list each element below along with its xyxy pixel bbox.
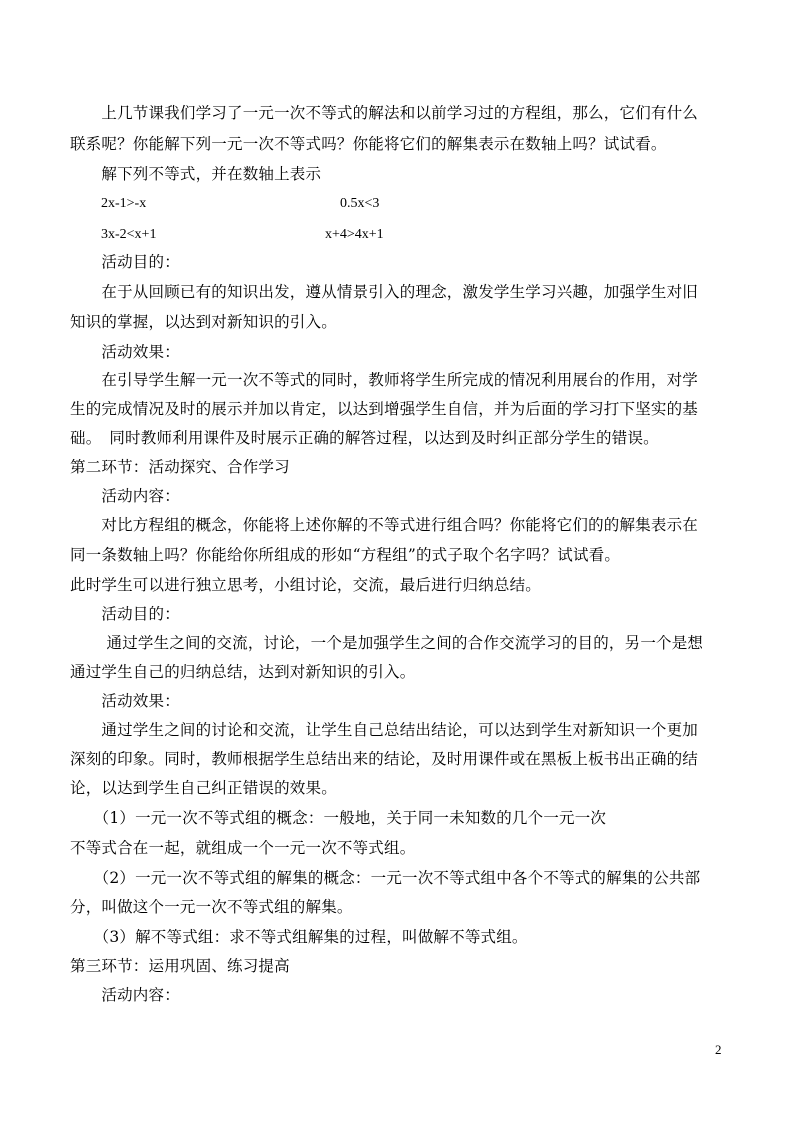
definition-line: （2）一元一次不等式组的解集的概念：一元一次不等式组中各个不等式的解集的公共部: [70, 869, 701, 887]
paragraph-line: 在于从回顾已有的知识出发，遵从情景引入的理念，激发学生学习兴趣，加强学生对旧: [70, 283, 699, 301]
paragraph-line: 对比方程组的概念，你能将上述你解的不等式进行组合吗？你能将它们的的解集表示在: [70, 516, 699, 534]
inequality-formula: x+4>4x+1: [325, 227, 384, 242]
paragraph-line: 在引导学生解一元一次不等式的同时，教师将学生所完成的情况利用展台的作用，对学: [70, 371, 699, 389]
section-label: 活动内容：: [70, 986, 180, 1004]
paragraph-line: 知识的掌握，以达到对新知识的引入。: [70, 313, 337, 331]
section-label: 活动效果：: [70, 692, 180, 710]
definition-line: （1）一元一次不等式组的概念：一般地，关于同一未知数的几个一元一次: [70, 809, 607, 827]
paragraph-line: 通过学生之间的交流，讨论，一个是加强学生之间的合作交流学习的目的，另一个是想: [70, 634, 704, 652]
inequality-formula: 2x-1>-x: [101, 196, 147, 211]
definition-line: （3）解不等式组：求不等式组解集的过程，叫做解不等式组。: [70, 928, 528, 946]
paragraph-line: 生的完成情况及时的展示并加以肯定，以达到增强学生自信，并为后面的学习打下坚实的基: [70, 400, 699, 418]
paragraph-line: 联系呢？你能解下列一元一次不等式吗？你能将它们的解集表示在数轴上吗？试试看。: [70, 135, 667, 153]
definition-line: 不等式合在一起，就组成一个一元一次不等式组。: [70, 839, 416, 857]
paragraph-line: 通过学生之间的讨论和交流，让学生自己总结出结论，可以达到学生对新知识一个更加: [70, 721, 699, 739]
paragraph-line: 础。 同时教师利用课件及时展示正确的解答过程，以达到及时纠正部分学生的错误。: [70, 429, 659, 447]
paragraph-line: 论，以达到学生自己纠正错误的效果。: [70, 779, 337, 797]
definition-line: 分，叫做这个一元一次不等式组的解集。: [70, 898, 353, 916]
paragraph-line: 同一条数轴上吗？你能给你所组成的形如“方程组”的式子取个名字吗？试试看。: [70, 546, 621, 564]
paragraph-line: 通过学生自己的归纳总结，达到对新知识的引入。: [70, 663, 416, 681]
inequality-formula: 3x-2<x+1: [101, 227, 157, 242]
paragraph-line: 深刻的印象。同时，教师根据学生总结出来的结论，及时用课件或在黑板上板书出正确的结: [70, 750, 699, 768]
paragraph-line: 上几节课我们学习了一元一次不等式的解法和以前学习过的方程组，那么，它们有什么: [70, 104, 699, 122]
section-label: 活动效果：: [70, 343, 180, 361]
section-heading: 第三环节：运用巩固、练习提高: [70, 957, 290, 975]
section-heading: 第二环节：活动探究、合作学习: [70, 458, 290, 476]
section-label: 活动目的：: [70, 605, 180, 623]
section-label: 活动目的：: [70, 253, 180, 271]
page-number: 2: [715, 1042, 722, 1057]
inequality-formula: 0.5x<3: [340, 196, 380, 211]
section-label: 活动内容：: [70, 487, 180, 505]
paragraph-line: 此时学生可以进行独立思考，小组讨论，交流，最后进行归纳总结。: [70, 576, 542, 594]
paragraph-line: 解下列不等式，并在数轴上表示: [70, 165, 322, 183]
